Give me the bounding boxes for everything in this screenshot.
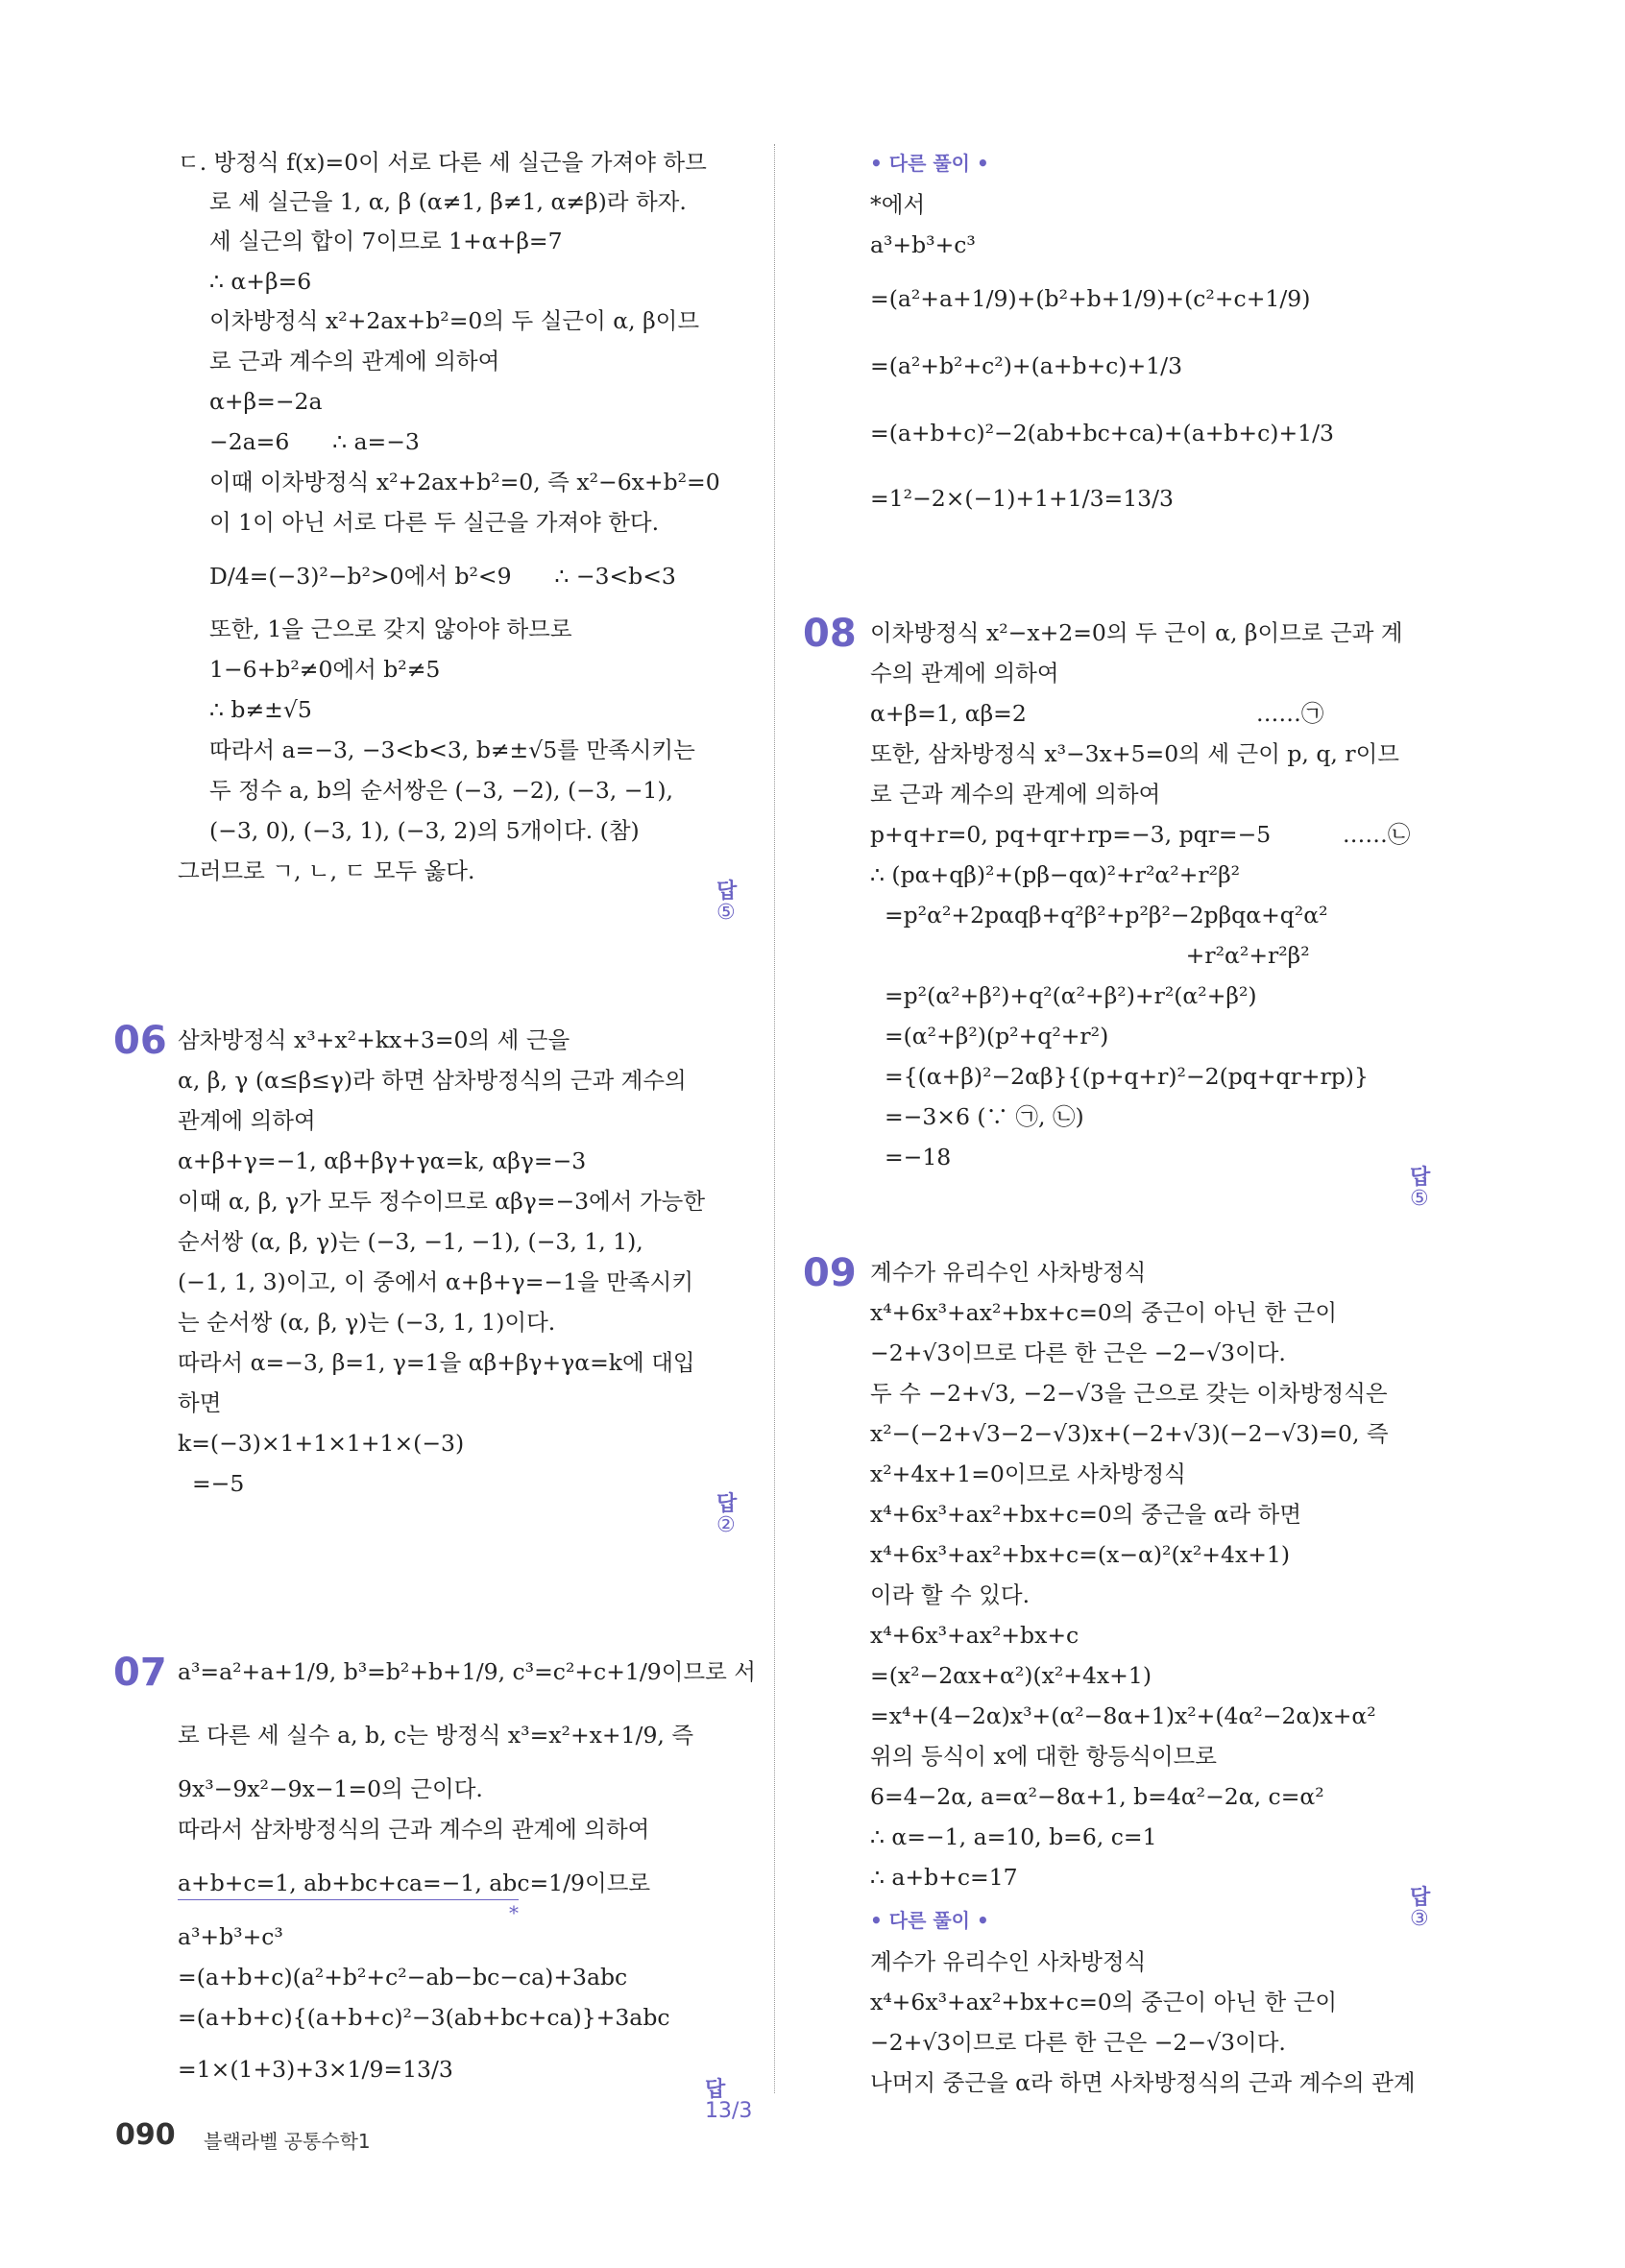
text-line: 위의 등식이 x에 대한 항등식이므로 <box>870 1743 1217 1770</box>
text-line: 이때 이차방정식 x²+2ax+b²=0, 즉 x²−6x+b²=0 <box>209 469 720 495</box>
text-line: p+q+r=0, pq+qr+rp=−3, pqr=−5 ……㉡ <box>870 821 1411 848</box>
text-line: α+β=1, αβ=2 ……㉠ <box>870 700 1324 727</box>
text-line: =(a²+b²+c²)+(a+b+c)+1/3 <box>870 352 1183 379</box>
text-line: 6=4−2α, a=α²−8α+1, b=4α²−2α, c=α² <box>870 1783 1324 1810</box>
text-line: 순서쌍 (α, β, γ)는 (−3, −1, −1), (−3, 1, 1), <box>178 1228 643 1255</box>
text-line: =(a+b+c){(a+b+c)²−3(ab+bc+ca)}+3abc <box>178 2004 670 2031</box>
text-line: x²+4x+1=0이므로 사차방정식 <box>870 1460 1186 1487</box>
text-line: ∴ a+b+c=17 <box>870 1864 1018 1891</box>
text-line: 따라서 a=−3, −3<b<3, b≠±√5를 만족시키는 <box>209 736 695 763</box>
text-line: 이라 할 수 있다. <box>870 1581 1031 1608</box>
text-line: 1−6+b²≠0에서 b²≠5 <box>209 656 441 683</box>
star-marker: * <box>509 1901 519 1924</box>
problem-number: 06 <box>113 1019 167 1063</box>
text-line: −2+√3이므로 다른 한 근은 −2−√3이다. <box>870 2029 1286 2056</box>
text-line: 로 근과 계수의 관계에 의하여 <box>870 781 1161 808</box>
text-line: *에서 <box>870 191 926 218</box>
text-line: a³+b³+c³ <box>870 231 976 258</box>
text-line: α+β=−2a <box>209 388 323 415</box>
text-line: 세 실근의 합이 7이므로 1+α+β=7 <box>209 228 563 254</box>
text-line: 또한, 삼차방정식 x³−3x+5=0의 세 근이 p, q, r이므 <box>870 740 1399 767</box>
text-line: x²−(−2+√3−2−√3)x+(−2+√3)(−2−√3)=0, 즉 <box>870 1420 1389 1447</box>
text-line: a³+b³+c³ <box>178 1923 283 1950</box>
text-line: k=(−3)×1+1×1+1×(−3) <box>178 1430 465 1457</box>
text-line: =−5 <box>178 1470 245 1497</box>
problem-number: 07 <box>113 1651 167 1695</box>
answer-label: 답 <box>715 1492 738 1516</box>
text-line: 수의 관계에 의하여 <box>870 660 1059 687</box>
text-line: ={(α+β)²−2αβ}{(p+q+r)²−2(pq+qr+rp)} <box>870 1063 1369 1090</box>
text-line: x⁴+6x³+ax²+bx+c <box>870 1622 1079 1649</box>
text-line: 관계에 의하여 <box>178 1107 316 1134</box>
answer <box>1383 1146 1430 1231</box>
book-title: 블랙라벨 공통수학1 <box>204 2130 371 2153</box>
text-line: =p²α²+2pαqβ+q²β²+p²β²−2pβqα+q²α² <box>870 902 1328 929</box>
problem-number: 09 <box>803 1251 857 1295</box>
text-line: a+b+c=1, ab+bc+ca=−1, abc=1/9이므로 <box>178 1870 651 1896</box>
answer-value: ⑤ <box>715 901 736 925</box>
text-line: 두 정수 a, b의 순서쌍은 (−3, −2), (−3, −1), <box>209 777 674 804</box>
text-line: 는 순서쌍 (α, β, γ)는 (−3, 1, 1)이다. <box>178 1309 556 1336</box>
text-line: ∴ b≠±√5 <box>209 696 312 723</box>
text-line: a³=a²+a+1/9, b³=b²+b+1/9, c³=c²+c+1/9이므로 서 <box>178 1658 756 1685</box>
text-line: x⁴+6x³+ax²+bx+c=0의 중근을 α라 하면 <box>870 1501 1302 1528</box>
text-line: +r²α²+r²β² <box>870 942 1310 969</box>
text-line: =−3×6 (∵ ㉠, ㉡) <box>870 1103 1084 1130</box>
text-line: 로 다른 세 실수 a, b, c는 방정식 x³=x²+x+1/9, 즉 <box>178 1722 694 1749</box>
text-line: 삼차방정식 x³+x²+kx+3=0의 세 근을 <box>178 1026 570 1053</box>
page-number: 090 <box>115 2118 176 2152</box>
text-line: =x⁴+(4−2α)x³+(α²−8α+1)x²+(4α²−2α)x+α² <box>870 1702 1376 1729</box>
alt-solution-heading: • 다른 풀이 • <box>870 1909 989 1932</box>
text-line: =(x²−2αx+α²)(x²+4x+1) <box>870 1662 1152 1689</box>
text-line: 따라서 삼차방정식의 근과 계수의 관계에 의하여 <box>178 1816 650 1843</box>
text-line: 하면 <box>178 1389 222 1416</box>
text-line: =(a+b+c)²−2(ab+bc+ca)+(a+b+c)+1/3 <box>870 420 1334 446</box>
answer-label: 답 <box>1409 1886 1431 1910</box>
answer-value: ③ <box>1409 1907 1429 1931</box>
text-line: x⁴+6x³+ax²+bx+c=0의 중근이 아닌 한 근이 <box>870 1989 1338 2015</box>
text-line: 이때 α, β, γ가 모두 정수이므로 αβγ=−3에서 가능한 <box>178 1188 706 1215</box>
text-line: ∴ (pα+qβ)²+(pβ−qα)²+r²α²+r²β² <box>870 861 1241 888</box>
answer-label: 답 <box>1409 1166 1431 1190</box>
text-line: (−3, 0), (−3, 1), (−3, 2)의 5개이다. (참) <box>209 817 640 844</box>
text-line: x⁴+6x³+ax²+bx+c=0의 중근이 아닌 한 근이 <box>870 1299 1338 1326</box>
answer-value: 13/3 <box>704 2099 753 2123</box>
text-line: 로 세 실근을 1, α, β (α≠1, β≠1, α≠β)라 하자. <box>209 188 687 215</box>
text-line: =(a+b+c)(a²+b²+c²−ab−bc−ca)+3abc <box>178 1964 628 1991</box>
text-line: −2+√3이므로 다른 한 근은 −2−√3이다. <box>870 1339 1286 1366</box>
underline <box>178 1899 519 1900</box>
answer <box>690 860 737 945</box>
text-line: 나머지 중근을 α라 하면 사차방정식의 근과 계수의 관계 <box>870 2069 1416 2096</box>
text-line: 두 수 −2+√3, −2−√3을 근으로 갖는 이차방정식은 <box>870 1380 1388 1407</box>
column-divider <box>774 144 775 2093</box>
alt-solution-heading: • 다른 풀이 • <box>870 152 989 175</box>
answer <box>690 1473 737 1557</box>
answer <box>1383 1867 1430 1951</box>
text-line: 따라서 α=−3, β=1, γ=1을 αβ+βγ+γα=k에 대입 <box>178 1349 695 1376</box>
text-line: ∴ α+β=6 <box>209 268 312 295</box>
text-line: α, β, γ (α≤β≤γ)라 하면 삼차방정식의 근과 계수의 <box>178 1067 687 1094</box>
text-line: −2a=6 ∴ a=−3 <box>209 428 420 455</box>
text-line: =(α²+β²)(p²+q²+r²) <box>870 1023 1109 1050</box>
text-line: ∴ α=−1, a=10, b=6, c=1 <box>870 1823 1157 1850</box>
text-line: 9x³−9x²−9x−1=0의 근이다. <box>178 1775 483 1802</box>
text-line: =−18 <box>870 1144 952 1170</box>
text-line: ㄷ. 방정식 f(x)=0이 서로 다른 세 실근을 가져야 하므 <box>178 149 707 176</box>
text-line: 또한, 1을 근으로 갖지 않아야 하므로 <box>209 615 572 642</box>
text-line: 로 근과 계수의 관계에 의하여 <box>209 348 500 374</box>
text-line: 이차방정식 x²−x+2=0의 두 근이 α, β이므로 근과 계 <box>870 619 1403 646</box>
text-line: α+β+γ=−1, αβ+βγ+γα=k, αβγ=−3 <box>178 1147 587 1174</box>
text-line: 계수가 유리수인 사차방정식 <box>870 1948 1147 1975</box>
text-line: 계수가 유리수인 사차방정식 <box>870 1259 1147 1286</box>
text-line: 이 1이 아닌 서로 다른 두 실근을 가져야 한다. <box>209 509 660 536</box>
text-line: =(a²+a+1/9)+(b²+b+1/9)+(c²+c+1/9) <box>870 285 1311 312</box>
answer-value: ⑤ <box>1409 1187 1429 1211</box>
answer-label: 답 <box>715 880 738 904</box>
text-line: 이차방정식 x²+2ax+b²=0의 두 실근이 α, β이므 <box>209 307 700 334</box>
text-line: 그러므로 ㄱ, ㄴ, ㄷ 모두 옳다. <box>178 857 475 884</box>
text-line: x⁴+6x³+ax²+bx+c=(x−α)²(x²+4x+1) <box>870 1541 1291 1568</box>
answer <box>678 2059 752 2143</box>
text-line: =p²(α²+β²)+q²(α²+β²)+r²(α²+β²) <box>870 982 1257 1009</box>
answer-value: ② <box>715 1513 736 1537</box>
problem-number: 08 <box>803 612 857 656</box>
text-line: =1²−2×(−1)+1+1/3=13/3 <box>870 485 1174 512</box>
text-line: D/4=(−3)²−b²>0에서 b²<9 ∴ −3<b<3 <box>209 563 676 590</box>
text-line: (−1, 1, 3)이고, 이 중에서 α+β+γ=−1을 만족시키 <box>178 1268 694 1295</box>
answer-label: 답 <box>704 2078 726 2102</box>
text-line: =1×(1+3)+3×1/9=13/3 <box>178 2056 453 2083</box>
